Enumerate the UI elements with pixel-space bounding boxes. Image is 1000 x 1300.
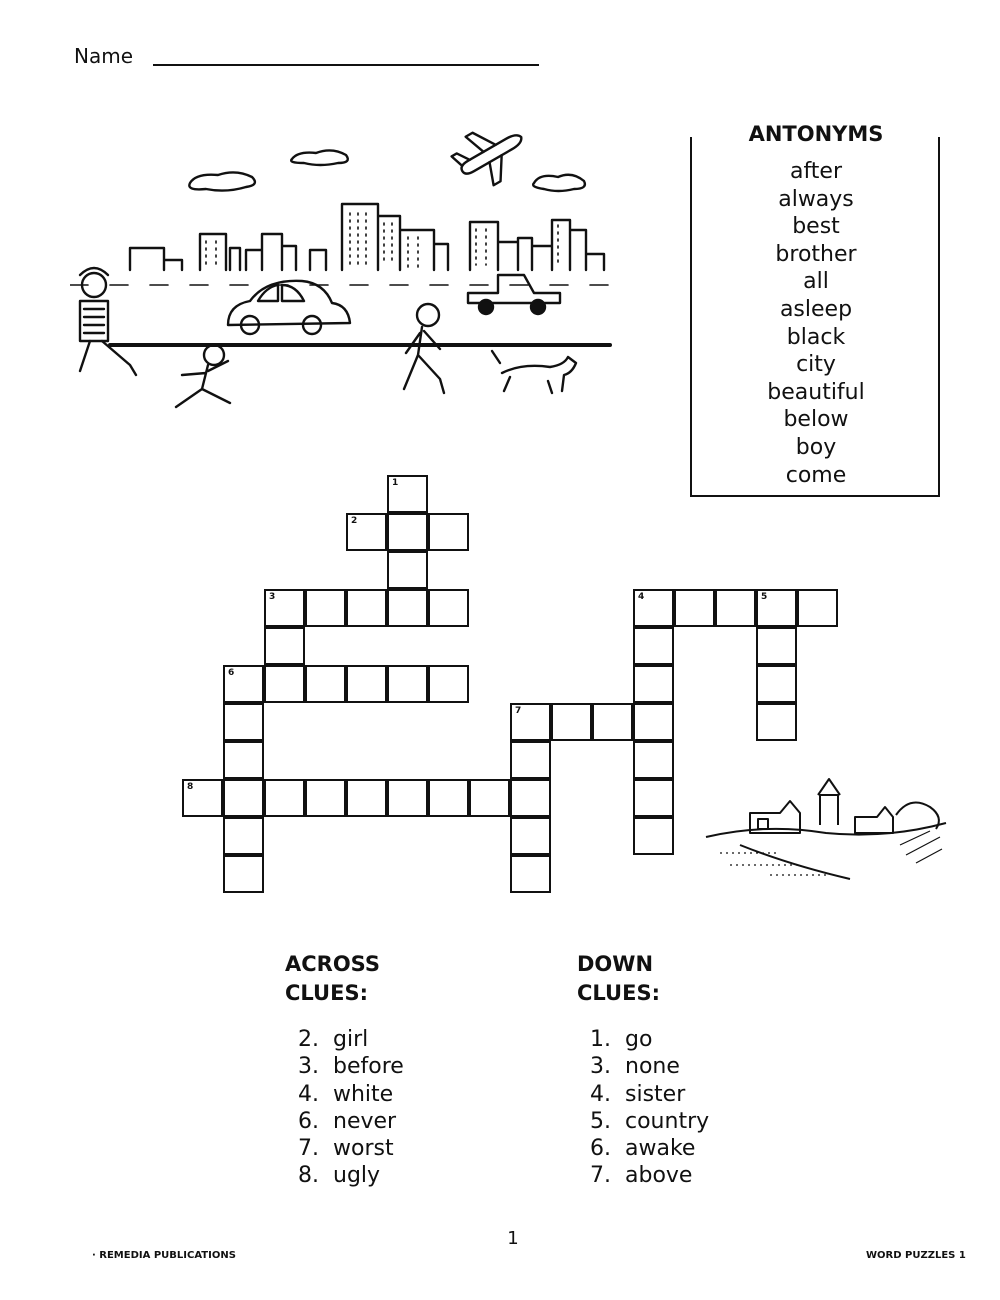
crossword-cell[interactable]	[428, 665, 469, 703]
clue-number-label: 4	[638, 592, 645, 602]
crossword-cell[interactable]	[428, 513, 469, 551]
clue-item: 5. country	[590, 1108, 710, 1134]
crossword-cell[interactable]	[756, 627, 797, 665]
clue-item: 3. before	[298, 1054, 404, 1080]
name-input-line[interactable]	[153, 64, 539, 66]
across-clues-heading: ACROSS CLUES:	[285, 952, 380, 1005]
clue-number-label: 8	[187, 782, 194, 792]
clue-number-label: 6	[228, 668, 235, 678]
clue-item: 3. none	[590, 1054, 680, 1080]
crossword-cell[interactable]	[182, 779, 223, 817]
crossword-cell[interactable]	[387, 513, 428, 551]
across-clue-list	[275, 1026, 404, 1190]
down-clue-list	[567, 1026, 709, 1190]
crossword-cell[interactable]	[633, 817, 674, 855]
crossword-cell[interactable]	[510, 817, 551, 855]
book-title: WORD PUZZLES 1	[866, 1250, 966, 1261]
crossword-cell[interactable]	[346, 513, 387, 551]
crossword-cell[interactable]	[756, 665, 797, 703]
crossword-cell[interactable]	[305, 779, 346, 817]
antonym-word: after	[789, 159, 843, 184]
crossword-cell[interactable]	[387, 779, 428, 817]
clue-number-label: 1	[392, 478, 399, 488]
antonym-word: brother	[775, 241, 857, 267]
farm-illustration	[700, 775, 950, 890]
crossword-cell[interactable]	[346, 779, 387, 817]
clue-item: 4. white	[298, 1081, 394, 1107]
crossword-cell[interactable]	[510, 741, 551, 779]
clue-item: 6. never	[298, 1108, 397, 1134]
crossword-cell[interactable]	[223, 779, 264, 817]
crossword-cell[interactable]	[264, 589, 305, 627]
crossword-cell[interactable]	[797, 589, 838, 627]
antonym-word: beautiful	[767, 379, 865, 405]
clue-number-label: 3	[269, 592, 276, 602]
crossword-cell[interactable]	[305, 665, 346, 703]
crossword-cell[interactable]	[633, 779, 674, 817]
crossword-cell[interactable]	[756, 703, 797, 741]
crossword-cell[interactable]	[264, 627, 305, 665]
crossword-cell[interactable]	[223, 703, 264, 741]
city-street-illustration	[70, 125, 630, 425]
clue-number-label: 7	[515, 706, 522, 716]
antonym-word: below	[783, 407, 849, 433]
crossword-cell[interactable]	[387, 475, 428, 513]
clue-number-label: 2	[351, 516, 358, 526]
crossword-cell[interactable]	[633, 589, 674, 627]
crossword-cell[interactable]	[510, 779, 551, 817]
crossword-cell[interactable]	[223, 741, 264, 779]
crossword-cell[interactable]	[428, 589, 469, 627]
crossword-cell[interactable]	[510, 703, 551, 741]
down-clues-heading: DOWN CLUES:	[577, 952, 660, 1005]
antonyms-word-list	[690, 158, 942, 489]
antonym-word: best	[792, 214, 840, 240]
crossword-cell[interactable]	[264, 665, 305, 703]
clue-item: 8. ugly	[298, 1163, 381, 1189]
name-label: Name	[74, 44, 134, 68]
crossword-cell[interactable]	[633, 627, 674, 665]
crossword-cell[interactable]	[346, 665, 387, 703]
clue-item: 2. girl	[298, 1027, 369, 1052]
antonym-word: city	[796, 352, 836, 378]
antonym-word: always	[778, 186, 854, 212]
crossword-cell[interactable]	[469, 779, 510, 817]
crossword-cell[interactable]	[633, 703, 674, 741]
page-number: 1	[507, 1228, 519, 1249]
crossword-cell[interactable]	[592, 703, 633, 741]
crossword-cell[interactable]	[223, 665, 264, 703]
crossword-cell[interactable]	[633, 741, 674, 779]
crossword-cell[interactable]	[387, 551, 428, 589]
antonym-word: all	[803, 269, 829, 295]
crossword-cell[interactable]	[346, 589, 387, 627]
crossword-cell[interactable]	[551, 703, 592, 741]
crossword-cell[interactable]	[715, 589, 756, 627]
crossword-cell[interactable]	[387, 665, 428, 703]
clue-item: 7. worst	[298, 1136, 394, 1162]
publisher-credit: · REMEDIA PUBLICATIONS	[92, 1250, 236, 1261]
antonym-word: boy	[795, 434, 837, 460]
crossword-cell[interactable]	[674, 589, 715, 627]
antonyms-title: ANTONYMS	[690, 122, 942, 146]
crossword-cell[interactable]	[387, 589, 428, 627]
clue-item: 7. above	[590, 1163, 693, 1189]
clue-item: 6. awake	[590, 1136, 696, 1162]
crossword-cell[interactable]	[223, 855, 264, 893]
crossword-cell[interactable]	[510, 855, 551, 893]
crossword-cell[interactable]	[305, 589, 346, 627]
crossword-cell[interactable]	[264, 779, 305, 817]
crossword-cell[interactable]	[756, 589, 797, 627]
antonym-word: come	[785, 462, 847, 488]
antonym-word: black	[786, 324, 846, 350]
clue-item: 1. go	[590, 1027, 653, 1052]
crossword-cell[interactable]	[428, 779, 469, 817]
clue-number-label: 5	[761, 592, 768, 602]
crossword-cell[interactable]	[633, 665, 674, 703]
crossword-cell[interactable]	[223, 817, 264, 855]
antonym-word: asleep	[779, 296, 853, 322]
clue-item: 4. sister	[590, 1081, 686, 1107]
